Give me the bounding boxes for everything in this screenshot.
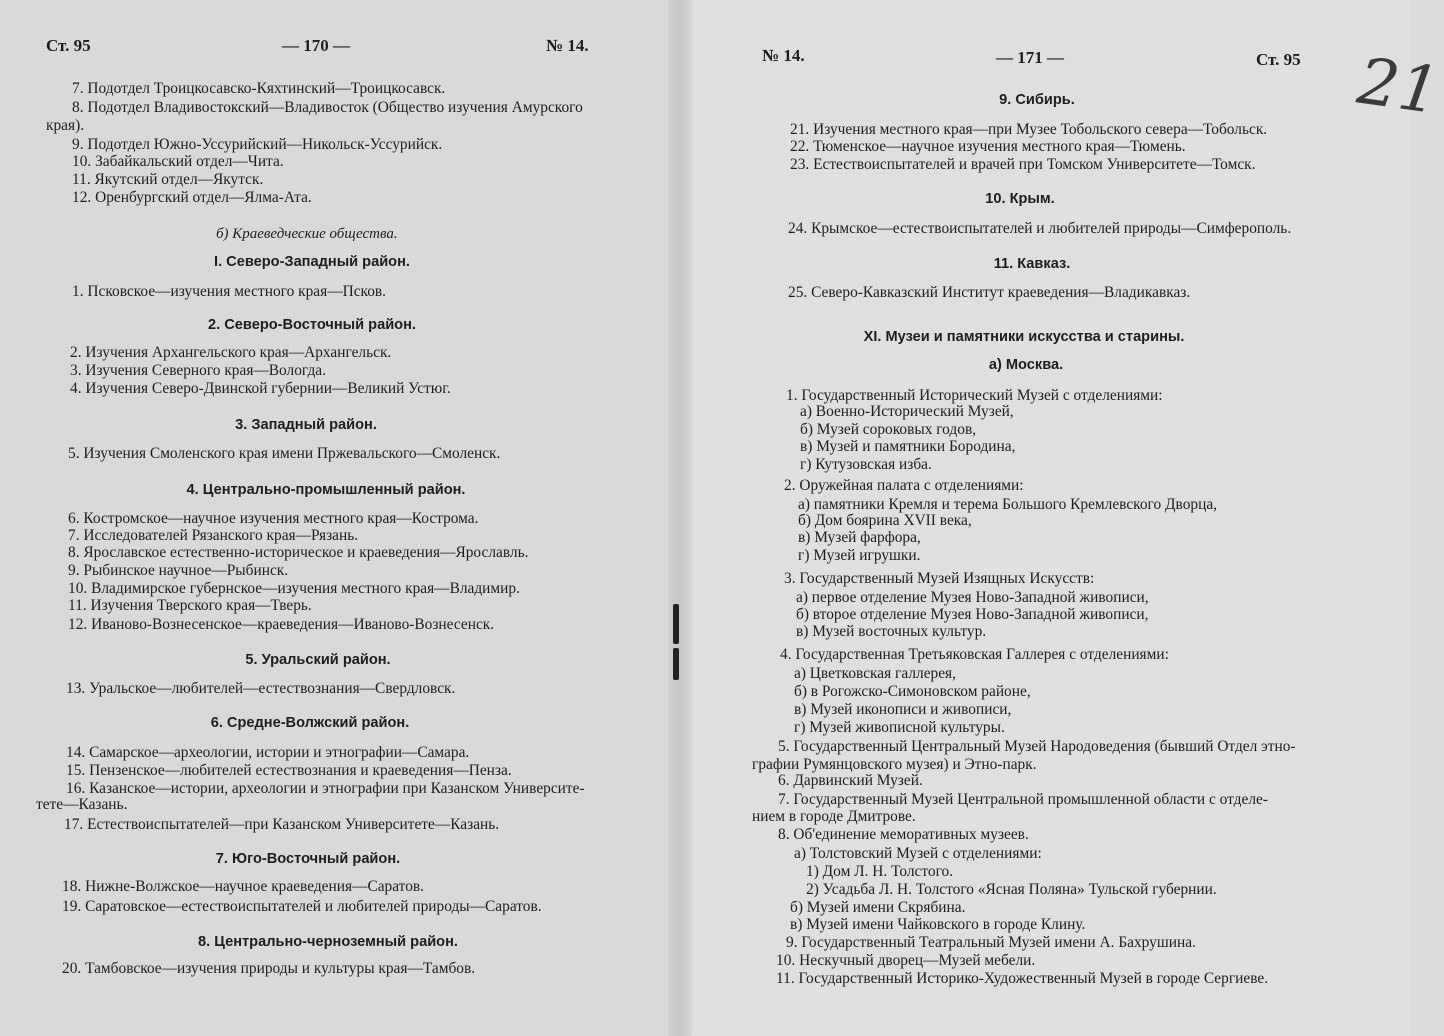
right-header-issue: № 14. bbox=[762, 46, 805, 65]
list-item: 1) Дом Л. Н. Толстого. bbox=[806, 863, 954, 880]
list-item: г) Музей живописной культуры. bbox=[794, 719, 1005, 736]
list-item: в) Музей и памятники Бородина, bbox=[800, 438, 1016, 455]
list-item: графии Румянцовского музея) и Этно-парк. bbox=[752, 756, 1037, 773]
list-item: 11. Якутский отдел—Якутск. bbox=[72, 171, 264, 188]
list-item: 12. Иваново-Вознесенское—краеведения—Иваново-Вознесенск. bbox=[68, 616, 495, 633]
list-item: 7. Государственный Музей Центральной промышленной области с отделе- bbox=[778, 791, 1268, 808]
left-header-page-number: — 170 — bbox=[282, 36, 350, 55]
list-item: а) первое отделение Музея Ново-Западной живописи, bbox=[796, 589, 1149, 606]
list-item: в) Музей фарфора, bbox=[798, 529, 921, 546]
list-item: края). bbox=[46, 117, 85, 134]
list-item: 8. Ярославское естественно-историческое и краеведения—Ярославль. bbox=[68, 544, 529, 561]
subsection-title: б) Краеведческие общества. bbox=[216, 226, 398, 242]
list-item: 7. Исследователей Рязанского края—Рязань. bbox=[68, 527, 359, 544]
list-item: 16. Казанское—истории, археологии и этнографии при Казанском Университе- bbox=[66, 780, 585, 797]
list-item: 4. Государственная Третьяковская Галлерея с отделениями: bbox=[780, 646, 1169, 663]
section-title: 9. Сибирь. bbox=[999, 92, 1075, 108]
section-title: 5. Уральский район. bbox=[245, 652, 391, 668]
list-item: 23. Естествоиспытателей и врачей при Томском Университете—Томск. bbox=[790, 156, 1256, 173]
section-title: I. Северо-Западный район. bbox=[214, 254, 410, 270]
list-item: 24. Крымское—естествоиспытателей и любителей природы—Симферополь. bbox=[788, 220, 1292, 237]
list-item: 22. Тюменское—научное изучения местного края—Тюмень. bbox=[790, 138, 1186, 155]
list-item: 5. Государственный Центральный Музей Народоведения (бывший Отдел этно- bbox=[778, 738, 1296, 755]
left-header-issue: № 14. bbox=[546, 36, 589, 55]
list-item: 21. Изучения местного края—при Музее Тобольского севера—Тобольск. bbox=[790, 121, 1268, 138]
handwritten-page-note: 21 bbox=[1353, 44, 1444, 130]
list-item: 19. Саратовское—естествоиспытателей и любителей природы—Саратов. bbox=[62, 898, 542, 915]
book-gutter bbox=[668, 0, 692, 1036]
list-item: 3. Государственный Музей Изящных Искусств: bbox=[784, 570, 1095, 587]
list-item: 8. Подотдел Владивостокский—Владивосток (Общество изучения Амурского bbox=[72, 99, 583, 116]
section-title: 3. Западный район. bbox=[235, 417, 377, 433]
list-item: 2. Изучения Архангельского края—Архангельск. bbox=[70, 344, 392, 361]
list-item: б) второе отделение Музея Ново-Западной живописи, bbox=[796, 606, 1149, 623]
list-item: в) Музей иконописи и живописи, bbox=[794, 701, 1012, 718]
list-item: а) Толстовский Музей с отделениями: bbox=[794, 845, 1042, 862]
binding-mark-top bbox=[673, 604, 679, 644]
list-item: а) Военно-Исторический Музей, bbox=[800, 403, 1014, 420]
list-item: 11. Государственный Историко-Художественный Музей в городе Сергиеве. bbox=[776, 970, 1269, 987]
list-item: 20. Тамбовское—изучения природы и культуры края—Тамбов. bbox=[62, 960, 476, 977]
list-item: 12. Оренбургский отдел—Ялма-Ата. bbox=[72, 189, 312, 206]
right-header-page-number: — 171 — bbox=[996, 48, 1064, 67]
list-item: в) Музей имени Чайковского в городе Клину. bbox=[790, 916, 1086, 933]
list-item: 5. Изучения Смоленского края имени Пржевальского—Смоленск. bbox=[68, 445, 501, 462]
section-title: 10. Крым. bbox=[985, 191, 1055, 207]
list-item: б) Дом боярина XVII века, bbox=[798, 512, 972, 529]
list-item: тете—Казань. bbox=[36, 796, 128, 813]
list-item: в) Музей восточных культур. bbox=[796, 623, 987, 640]
list-item: 15. Пензенское—любителей естествознания и краеведения—Пенза. bbox=[66, 762, 512, 779]
list-item: 1. Псковское—изучения местного края—Псков. bbox=[72, 283, 387, 300]
list-item: б) в Рогожско-Симоновском районе, bbox=[794, 683, 1031, 700]
section-title: 2. Северо-Восточный район. bbox=[208, 317, 416, 333]
list-item: 13. Уральское—любителей—естествознания—Свердловск. bbox=[66, 680, 456, 697]
list-item: 10. Владимирское губернское—изучения местного края—Владимир. bbox=[68, 580, 520, 597]
list-item: 18. Нижне-Волжское—научное краеведения—Саратов. bbox=[62, 878, 425, 895]
right-header-st: Ст. 95 bbox=[1256, 50, 1301, 69]
section-title: 6. Средне-Волжский район. bbox=[210, 715, 410, 731]
list-item: 11. Изучения Тверского края—Тверь. bbox=[68, 597, 312, 614]
section-title: 7. Юго-Восточный район. bbox=[215, 851, 401, 867]
list-item: 2) Усадьба Л. Н. Толстого «Ясная Поляна» Тульской губернии. bbox=[806, 881, 1217, 898]
list-item: 9. Государственный Театральный Музей имени А. Бахрушина. bbox=[786, 934, 1196, 951]
list-item: 10. Забайкальский отдел—Чита. bbox=[72, 153, 284, 170]
list-item: 3. Изучения Северного края—Вологда. bbox=[70, 362, 326, 379]
list-item: г) Музей игрушки. bbox=[798, 547, 921, 564]
list-item: 14. Самарское—археологии, истории и этнографии—Самара. bbox=[66, 744, 470, 761]
list-item: а) памятники Кремля и терема Большого Кремлевского Дворца, bbox=[798, 496, 1217, 513]
list-item: 8. Об'единение меморативных музеев. bbox=[778, 826, 1029, 843]
list-item: 10. Нескучный дворец—Музей мебели. bbox=[776, 952, 1036, 969]
list-item: 4. Изучения Северо-Двинской губернии—Великий Устюг. bbox=[70, 380, 451, 397]
list-item: 6. Дарвинский Музей. bbox=[778, 772, 923, 789]
section-title: 8. Центрально-черноземный район. bbox=[198, 934, 458, 950]
section-title: 11. Кавказ. bbox=[993, 256, 1071, 272]
list-item: 2. Оружейная палата с отделениями: bbox=[784, 477, 1024, 494]
list-item: 1. Государственный Исторический Музей с отделениями: bbox=[786, 387, 1163, 404]
list-item: а) Цветковская галлерея, bbox=[794, 665, 956, 682]
list-item: б) Музей сороковых годов, bbox=[800, 421, 977, 438]
list-item: г) Кутузовская изба. bbox=[800, 456, 932, 473]
list-item: нием в городе Дмитрове. bbox=[752, 808, 916, 825]
list-item: 17. Естествоиспытателей—при Казанском Университете—Казань. bbox=[64, 816, 500, 833]
list-item: 9. Рыбинское научное—Рыбинск. bbox=[68, 562, 289, 579]
section-title: XI. Музеи и памятники искусства и старины. bbox=[863, 329, 1185, 345]
list-item: 9. Подотдел Южно-Уссурийский—Никольск-Уссурийск. bbox=[72, 136, 443, 153]
list-item: 7. Подотдел Троицкосавско-Кяхтинский—Троицкосавск. bbox=[72, 80, 446, 97]
list-item: 6. Костромское—научное изучения местного края—Кострома. bbox=[68, 510, 479, 527]
binding-mark-bottom bbox=[673, 648, 679, 680]
subsection-title: а) Москва. bbox=[988, 357, 1064, 373]
left-header-st: Ст. 95 bbox=[46, 36, 91, 55]
list-item: б) Музей имени Скрябина. bbox=[790, 899, 966, 916]
section-title: 4. Центрально-промышленный район. bbox=[186, 482, 466, 498]
list-item: 25. Северо-Кавказский Институт краеведения—Владикавказ. bbox=[788, 284, 1191, 301]
